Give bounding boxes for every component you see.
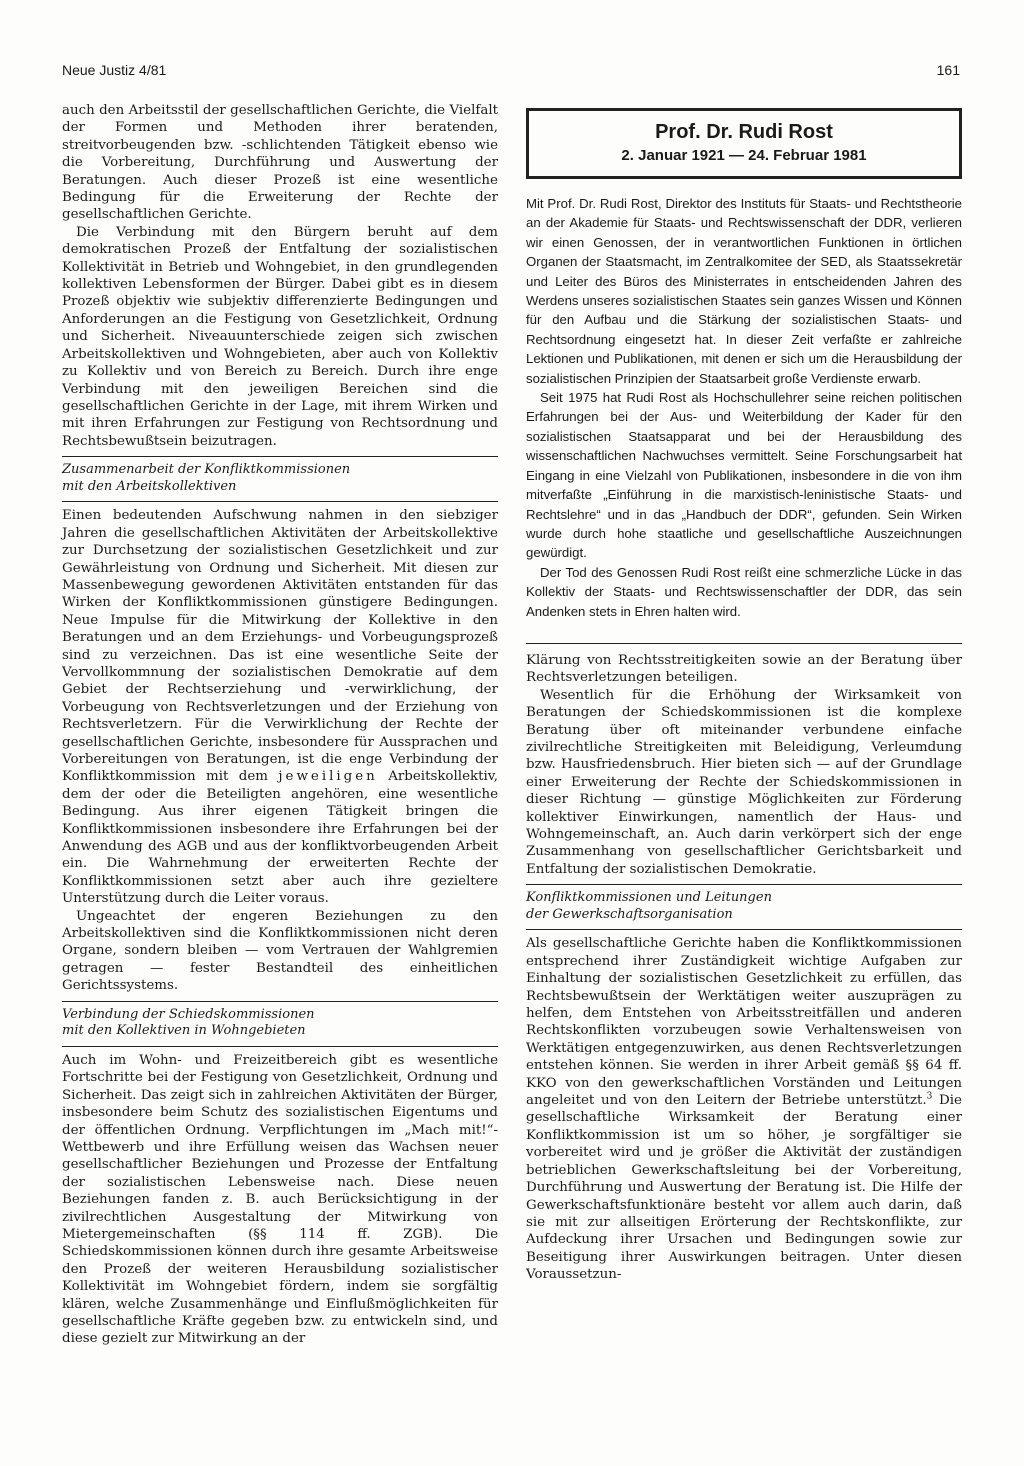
journal-issue: Neue Justiz 4/81: [62, 62, 167, 78]
paragraph: [526, 935, 962, 1283]
paragraph: Die Verbindung mit den Bürgern beruht auf dem demokratischen Prozeß der Entfaltung der sozialistischen Kollektivität in Betrieb und Wohngebiet, in den grundlegenden kollektiven Lebensformen der Bürger. Dabei gibt es in diesem Prozeß objektiv wie subjektiv differenzierte Bedingungen und Anforderungen an die Festigung von Gesetzlichkeit, Ordnung und Sicherheit. Niveauunterschiede zeigen sich zwischen Arbeitskollektiven und Wohngebieten, aber auch von Kollektiv zu Kollektiv und von Bereich zu Bereich. Durch ihre enge Verbindung mit den jeweiligen Bereichen sind die gesellschaftlichen Gerichte in der Lage, mit ihrem Wirken und mit ihren Erfahrungen zur Festigung von Rechtsordnung und Rechtsbewußtsein beizutragen.: [62, 224, 498, 449]
section-divider: [62, 1001, 498, 1002]
paragraph: Auch im Wohn- und Freizeitbereich gibt es wesentliche Fortschritte bei der Festigung von Gesetzlichkeit, Ordnung und Sicherheit. Das zeigt sich in zahlreichen Aktivitäten der Bürger, insbesondere beim Schutz des sozialistischen Eigentums und der öffentlichen Ordnung. Verpflichtungen im „Mach mit!“-Wettbewerb und ihre Erfüllung weisen das Wachsen neuer gesellschaftlicher Beziehungen und Prozesse der Entfaltung der sozialistischen Lebensweise nach. Diese neuen Beziehungen fanden z. B. auch Berücksichtigung in der zivilrechtlichen Ausgestaltung der Mitwirkung von Mietergemeinschaften (§§ 114 ff. ZGB). Die Schiedskommissionen können durch ihre gesamte Arbeitsweise den Prozeß der weiteren Herausbildung sozialistischer Kollektivität im Wohngebiet fördern, indem sie sorgfältig klären, welche Zusammenhänge und Einflußmöglichkeiten für gesellschaftliche Kräfte gegeben bzw. zu entwickeln sind, und diese gezielt zur Mitwirkung an der: [62, 1052, 498, 1347]
heading-line: Verbindung der Schiedskommissionen: [62, 1006, 315, 1022]
paragraph-text: Die gesellschaftliche Wirksamkeit der Beratung einer Konfliktkommission ist um so höher, je sorgfältiger sie vorbereitet wird und je größer die Aktivität der zuständigen betrieblichen Gewerkschaftsleitung bei der Vorbereitung, Durchführung und Auswertung der Beratung ist. Die Hilfe der Gewerkschaftsfunktionäre besteht vor allem auch darin, daß sie mit zur allseitigen Erörterung der Rechtskonflikte, zur Aufdeckung ihrer Ursachen und Bedingungen sowie zur Beseitigung ihrer Auswirkungen beitragen. Unter diesen Voraussetzun-: [526, 1093, 962, 1283]
paragraph: auch den Arbeitsstil der gesellschaftlichen Gerichte, die Vielfalt der Formen und Methoden ihrer beratenden, streitvorbeugenden bzw. -schlichtenden Tätigkeit ebenso wie die Vorbereitung, Durchführung und Auswertung der Beratungen. Auch dieser Prozeß ist eine wesentliche Bedingung für die Erweiterung der Rechte der gesellschaftlichen Gerichte.: [62, 103, 498, 223]
section-heading: [62, 462, 498, 495]
page-number: 161: [936, 62, 960, 78]
page-header: [62, 62, 960, 84]
paragraph: Ungeachtet der engeren Beziehungen zu den Arbeitskollektiven sind die Konfliktkommissionen nicht deren Organe, sondern bleiben — vom Vertrauen der Wahlgremien getragen — fester Bestandteil des einheitlichen Gerichtssystems.: [62, 908, 498, 994]
section-heading: [526, 890, 962, 923]
left-column: [62, 102, 498, 1348]
footnote-marker: 3: [926, 1091, 933, 1102]
obituary-dates: 2. Januar 1921 — 24. Februar 1981: [621, 147, 867, 164]
heading-line: Konfliktkommissionen und Leitungen: [526, 890, 772, 906]
heading-line: mit den Kollektiven in Wohngebieten: [62, 1023, 306, 1039]
paragraph: Der Tod des Genossen Rudi Rost reißt eine schmerzliche Lücke in das Kollektiv der Staats- und Rechtswissenschaftler der DDR, das sein Andenken stets in Ehren halten wird.: [526, 564, 962, 619]
section-divider: [62, 501, 498, 502]
paragraph: Seit 1975 hat Rudi Rost als Hochschullehrer seine reichen politischen Erfahrungen bei der Aus- und Weiterbildung der Kader für den sozialistischen Staatsapparat und bei der Herausbildung des wissenschaftlichen Nachwuchses vermittelt. Seine Forschungsarbeit hat Eingang in eine Vielzahl von Publikationen, insbesondere in die von ihm mitverfaßte „Einführung in die marxistisch-leninistische Staats- und Rechtslehre“ und in das „Handbuch der DDR“, gefunden. Sein Wirken wurde durch hohe staatliche und gesellschaftliche Auszeichnungen gewürdigt.: [526, 390, 962, 561]
paragraph: [62, 507, 498, 907]
paragraph: Klärung von Rechtsstreitigkeiten sowie an der Beratung über Rechtsverletzungen beteiligen.: [526, 652, 962, 686]
section-divider: [526, 884, 962, 885]
heading-line: mit den Arbeitskollektiven: [62, 478, 237, 494]
right-column: [526, 102, 962, 1284]
paragraph: Mit Prof. Dr. Rudi Rost, Direktor des Instituts für Staats- und Rechtstheorie an der Akademie für Staats- und Rechtswissenschaft der DDR, verlieren wir einen Genossen, der in verantwortlichen Funktionen in örtlichen Organen der Staatsmacht, im Zentralkomitee der SED, als Staatssekretär und Leiter des Büros des Ministerrates in entscheidenden Jahren des Werdens unseres sozialistischen Staates sein ganzes Wissen und Können für den Aufbau und die Stärkung der sozialistischen Staats- und Rechtsordnung eingesetzt hat. In dieser Zeit verfaßte er zahlreiche Lektionen und Publikationen, mit denen er sich um die Herausbildung der sozialistischen Prinzipien der Staatsarbeit große Verdienste erwarb.: [526, 196, 962, 386]
paragraph-text: Einen bedeutenden Aufschwung nahmen in den siebziger Jahren die gesellschaftlichen Aktivitäten der Arbeitskollektive zur Durchsetzung der sozialistischen Gesetzlichkeit und zur Gewährleistung von Ordnung und Sicherheit. Mit diesen zur Massenbewegung gewordenen Aktivitäten entstanden für das Wirken der Konfliktkommissionen günstigere Bedingungen. Neue Impulse für die Mitwirkung der Kollektive in den Beratungen und an dem Erziehungs- und Vorbeugungsprozeß sind zu verzeichnen. Das ist eine wesentliche Seite der Vervollkommnung der sozialistischen Demokratie auf dem Gebiet der Rechtserziehung und -verwirklichung, der Vorbeugung von Rechtsverletzungen und der Erziehung von Rechtsverletzern. Für die Verwirklichung der Rechte der gesellschaftlichen Gerichte, insbesondere für Aussprachen und Vorbereitungen von Beratungen, ist die enge Verbindung der Konfliktkommission mit dem: [62, 508, 498, 785]
section-divider: [526, 929, 962, 930]
section-divider: [62, 456, 498, 457]
paragraph-text: Als gesellschaftliche Gerichte haben die Konfliktkommissionen entsprechend ihrer Zuständigkeit wichtige Aufgaben zur Einhaltung der sozialistischen Gesetzlichkeit zu erfüllen, das Rechtsbewußtsein der Werktätigen weiter auszuprägen zu helfen, dem Entstehen von Arbeitsstreitfällen und anderen Rechtskonflikten vorzubeugen sowie Verhaltensweisen von Werktätigen entgegenzuwirken, aus denen Rechtsverletzungen entstehen können. Sie werden in ihrer Arbeit gemäß §§ 64 ff. KKO von den gewerkschaftlichen Vorständen und Leitungen angeleitet und von den Leitern der Betriebe unterstützt.: [526, 936, 962, 1109]
obituary-title-box: [526, 108, 962, 179]
obituary-name: Prof. Dr. Rudi Rost: [655, 121, 833, 143]
paragraph-text: Arbeitskollektiv, dem der oder die Beteiligten angehören, eine wesentliche Bedingung. Aus ihrer eigenen Tätigkeit bringen die Konfliktkommissionen insbesondere ihre Erfahrungen bei der Anwendung des AGB und aus der konfliktvorbeugenden Arbeit ein. Die Wahrnehmung der erweiterten Rechte der Konfliktkommissionen setzt aber auch ihre gezieltere Unterstützung durch die Leiter voraus.: [62, 769, 498, 907]
obituary-text: [526, 194, 962, 621]
section-divider: [526, 643, 962, 644]
paragraph: Wesentlich für die Erhöhung der Wirksamkeit von Beratungen der Schiedskommissionen ist die komplexe Beratung über oft miteinander verbundene einfache zivilrechtliche Streitigkeiten mit Beleidigung, Verleumdung bzw. Hausfriedensbruch. Hier bieten sich — auf der Grundlage einer Erweiterung der Rechte der Schiedskommissionen in dieser Richtung — günstige Möglichkeiten zur Förderung kollektiver Einwirkungen, namentlich der Haus- und Wohngemeinschaft, an. Auch darin verkörpert sich der enge Zusammenhang von gesellschaftlicher Gerichtsbarkeit und Entfaltung der sozialistischen Demokratie.: [526, 687, 962, 877]
heading-line: Zusammenarbeit der Konfliktkommissionen: [62, 462, 351, 478]
section-heading: [62, 1007, 498, 1040]
heading-line: der Gewerkschaftsorganisation: [526, 906, 733, 922]
section-divider: [62, 1046, 498, 1047]
emphasized-word: jeweiligen: [278, 769, 378, 785]
